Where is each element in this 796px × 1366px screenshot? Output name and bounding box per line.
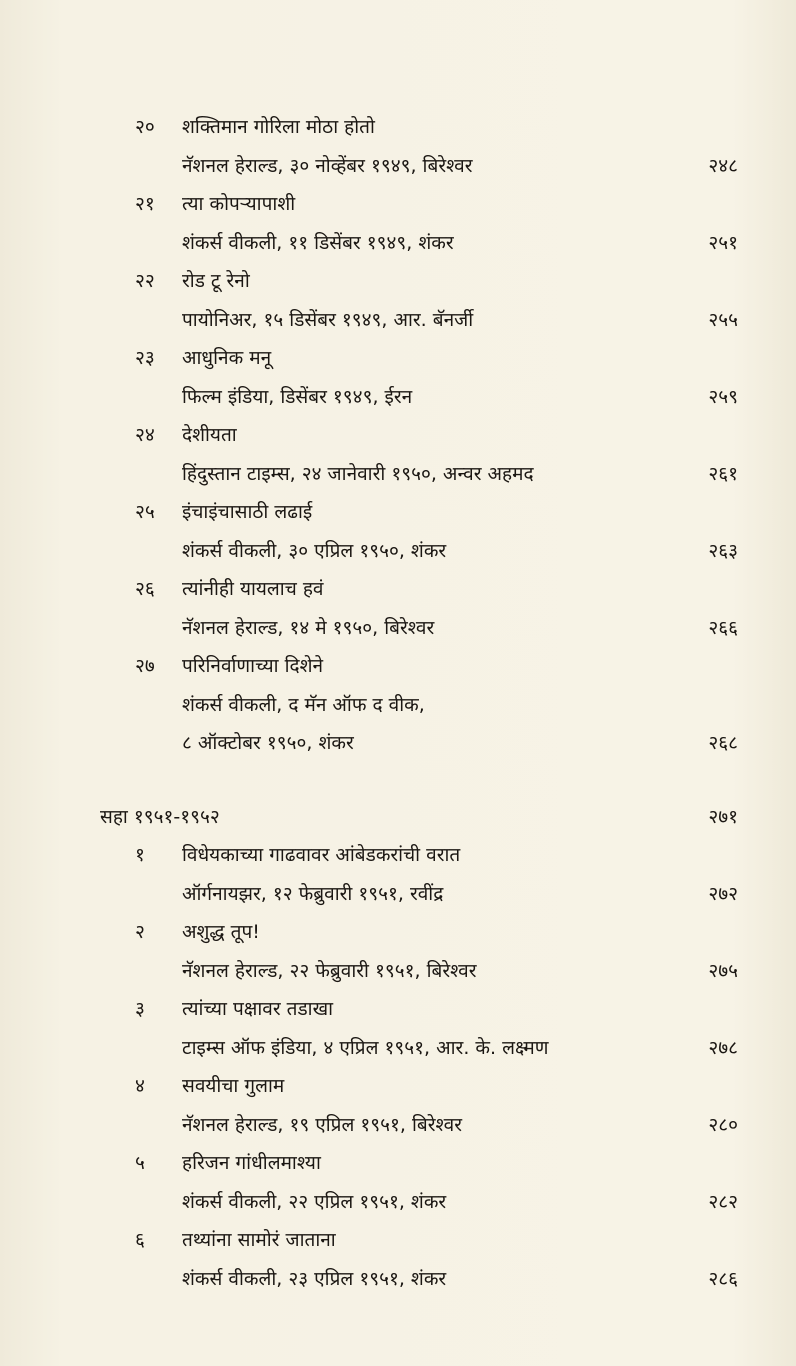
entry-page-number: २६६ (708, 616, 738, 639)
entry-title: त्यांच्या पक्षावर तडाखा (182, 998, 334, 1020)
entry-title: त्या कोपऱ्यापाशी (182, 193, 296, 215)
toc-entry-title (0, 836, 796, 875)
entry-page-number: २५९ (708, 385, 738, 408)
entry-number: ६ (135, 1229, 145, 1251)
entry-title: शक्तिमान गोरिला मोठा होतो (182, 116, 375, 138)
entry-source: शंकर्स वीकली, २२ एप्रिल १९५१, शंकर (182, 1190, 447, 1213)
toc-entry-title (0, 990, 796, 1029)
toc-entry-source (0, 1106, 796, 1145)
toc-entry-source (0, 875, 796, 914)
toc-entry-source (0, 724, 796, 763)
toc-entry-title (0, 108, 796, 147)
toc-entry-title (0, 416, 796, 455)
entry-title: तथ्यांना सामोरं जाताना (182, 1229, 336, 1251)
toc-entry-source (0, 532, 796, 571)
toc-entry-title (0, 262, 796, 301)
entry-source: पायोनिअर, १५ डिसेंबर १९४९, आर. बॅनर्जी (182, 308, 474, 331)
section-page-number: २७१ (708, 805, 738, 828)
entry-page-number: २८२ (708, 1190, 738, 1213)
entry-title: त्यांनीही यायलाच हवं (182, 578, 324, 600)
toc-entry-title (0, 1144, 796, 1183)
entry-source: ऑर्गनायझर, १२ फेब्रुवारी १९५१, रवींद्र (182, 882, 444, 905)
toc-entry-source (0, 455, 796, 494)
entry-title: विधेयकाच्या गाढवावर आंबेडकरांची वरात (182, 844, 461, 866)
toc-entry-title (0, 493, 796, 532)
entry-number: २२ (135, 270, 155, 292)
entry-page-number: २४८ (708, 154, 738, 177)
table-of-contents (0, 108, 796, 1298)
toc-entry-title (0, 647, 796, 686)
entry-source: नॅशनल हेराल्ड, १९ एप्रिल १९५१, बिरेश्वर (182, 1113, 462, 1136)
entry-source: शंकर्स वीकली, द मॅन ऑफ द वीक, (182, 693, 425, 716)
section-label: सहा १९५१-१९५२ (100, 805, 220, 828)
entry-title: इंचाइंचासाठी लढाई (182, 501, 313, 523)
entry-source: नॅशनल हेराल्ड, १४ मे १९५०, बिरेश्वर (182, 616, 435, 639)
entry-page-number: २८६ (708, 1267, 738, 1290)
toc-entry-title (0, 339, 796, 378)
toc-entry-title (0, 1067, 796, 1106)
toc-entry-source (0, 378, 796, 417)
entry-title: सवयीचा गुलाम (182, 1075, 285, 1097)
toc-entry-title (0, 913, 796, 952)
toc-entry-source (0, 952, 796, 991)
entry-title: देशीयता (182, 424, 237, 446)
entry-page-number: २७२ (708, 882, 738, 905)
toc-entry-source (0, 686, 796, 725)
entry-title: आधुनिक मनू (182, 347, 272, 369)
toc-entry-source (0, 1029, 796, 1068)
toc-entry-source (0, 301, 796, 340)
toc-entry-source (0, 224, 796, 263)
entry-number: २० (135, 116, 155, 138)
entry-number: २५ (135, 501, 155, 523)
entry-number: ३ (135, 998, 145, 1020)
entry-title: रोड टू रेनो (182, 270, 250, 292)
toc-entry-source (0, 147, 796, 186)
entry-page-number: २६८ (708, 732, 738, 754)
entry-title: परिनिर्वाणाच्या दिशेने (182, 655, 324, 677)
entry-source: शंकर्स वीकली, ३० एप्रिल १९५०, शंकर (182, 539, 447, 562)
entry-title: हरिजन गांधीलमाश्या (182, 1152, 321, 1174)
toc-entry-title (0, 185, 796, 224)
entry-page-number: २६१ (708, 462, 738, 485)
toc-entry-title (0, 1221, 796, 1260)
entry-number: २४ (135, 424, 155, 446)
entry-source: ८ ऑक्टोबर १९५०, शंकर (182, 732, 354, 754)
entry-source: नॅशनल हेराल्ड, ३० नोव्हेंबर १९४९, बिरेश्वर (182, 154, 473, 177)
entry-source: शंकर्स वीकली, ११ डिसेंबर १९४९, शंकर (182, 231, 454, 254)
entry-source: शंकर्स वीकली, २३ एप्रिल १९५१, शंकर (182, 1267, 447, 1290)
entry-page-number: २८० (708, 1113, 738, 1136)
entry-page-number: २७८ (708, 1036, 738, 1059)
entry-number: २१ (135, 193, 155, 215)
section-heading (0, 798, 796, 837)
entry-page-number: २५१ (708, 231, 738, 254)
entry-number: २७ (135, 655, 155, 677)
toc-entry-source (0, 1183, 796, 1222)
toc-entry-source (0, 1260, 796, 1299)
entry-source: नॅशनल हेराल्ड, २२ फेब्रुवारी १९५१, बिरेश्वर (182, 959, 477, 982)
section-gap (0, 763, 796, 798)
entry-source: फिल्म इंडिया, डिसेंबर १९४९, ईरन (182, 385, 413, 408)
toc-entry-title (0, 570, 796, 609)
entry-number: ५ (135, 1152, 145, 1174)
toc-entry-source (0, 609, 796, 648)
entry-page-number: २७५ (708, 959, 738, 982)
entry-title: अशुद्ध तूप! (182, 921, 260, 943)
entry-page-number: २६३ (708, 539, 738, 562)
entry-number: २६ (135, 578, 155, 600)
entry-number: २ (135, 921, 145, 943)
entry-source: टाइम्स ऑफ इंडिया, ४ एप्रिल १९५१, आर. के. लक्ष्मण (182, 1036, 549, 1059)
entry-number: ४ (135, 1075, 145, 1097)
entry-source: हिंदुस्तान टाइम्स, २४ जानेवारी १९५०, अन्वर अहमद (182, 462, 534, 485)
entry-page-number: २५५ (708, 308, 738, 331)
entry-number: २३ (135, 347, 155, 369)
entry-number: १ (135, 844, 145, 866)
